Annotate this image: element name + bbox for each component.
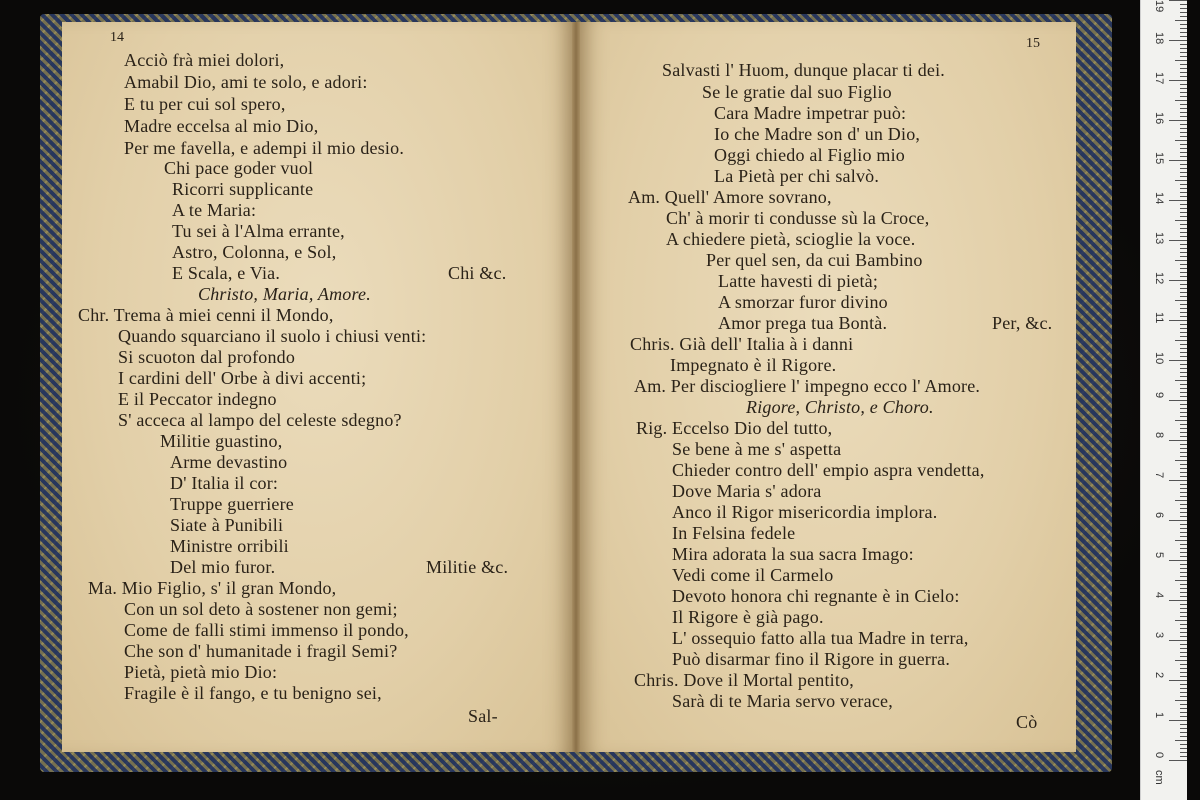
ruler-tick (1169, 0, 1187, 1)
ruler-tick (1180, 388, 1187, 389)
ruler-number: 5 (1153, 552, 1165, 559)
ruler-tick (1180, 724, 1187, 725)
ruler-tick (1180, 732, 1187, 733)
ruler-tick (1180, 288, 1187, 289)
ruler-tick (1180, 472, 1187, 473)
text-line: Amabil Dio, ami te solo, e adori: (124, 72, 368, 92)
text-line: Pietà, pietà mio Dio: (124, 662, 278, 682)
text-line: Come de falli stimi immenso il pondo, (124, 620, 409, 640)
ruler-tick (1180, 696, 1187, 697)
ruler-tick (1169, 280, 1187, 281)
text-line: A chiedere pietà, scioglie la voce. (666, 229, 916, 249)
ruler-tick (1180, 424, 1187, 425)
refrain-mark: Chi &c. (448, 263, 507, 283)
text-line: Chr. Trema à miei cenni il Mondo, (78, 305, 334, 325)
ruler-tick (1180, 668, 1187, 669)
ruler-tick (1180, 448, 1187, 449)
ruler-number: 12 (1153, 272, 1165, 285)
ruler-number: 6 (1153, 512, 1165, 519)
ruler-tick (1180, 224, 1187, 225)
ruler-tick (1169, 200, 1187, 201)
text-line: Se le gratie dal suo Figlio (702, 82, 892, 102)
ruler-tick (1180, 316, 1187, 317)
speaker-heading: Rigore, Christo, e Choro. (746, 397, 934, 417)
ruler-tick (1180, 684, 1187, 685)
ruler-tick (1180, 72, 1187, 73)
text-line: Salvasti l' Huom, dunque placar ti dei. (662, 60, 945, 80)
ruler-tick (1175, 740, 1187, 741)
text-line: Anco il Rigor misericordia implora. (672, 502, 938, 522)
ruler-tick (1180, 748, 1187, 749)
text-line: Latte havesti di pietà; (718, 271, 879, 291)
ruler-tick (1180, 604, 1187, 605)
refrain-mark: Per, &c. (992, 313, 1053, 333)
ruler-tick (1180, 404, 1187, 405)
ruler-tick (1180, 228, 1187, 229)
ruler-tick (1180, 572, 1187, 573)
text-line: Mira adorata la sua sacra Imago: (672, 544, 914, 564)
ruler-number: 14 (1153, 192, 1165, 205)
ruler-tick (1180, 632, 1187, 633)
text-line: I cardini dell' Orbe à divi accenti; (118, 368, 367, 388)
text-line: E tu per cui sol spero, (124, 94, 286, 114)
ruler-number: 9 (1153, 392, 1165, 399)
text-line: Sarà di te Maria servo verace, (672, 691, 893, 711)
text-line: Ma. Mio Figlio, s' il gran Mondo, (88, 578, 337, 598)
text-line: Con un sol deto à sostener non gemi; (124, 599, 398, 619)
ruler-tick (1180, 248, 1187, 249)
ruler-tick (1180, 468, 1187, 469)
ruler-tick (1180, 292, 1187, 293)
ruler-tick (1180, 244, 1187, 245)
ruler-tick (1180, 688, 1187, 689)
ruler-tick (1180, 556, 1187, 557)
ruler-tick (1180, 612, 1187, 613)
ruler-number: 1 (1153, 712, 1165, 719)
ruler-tick (1180, 304, 1187, 305)
ruler-tick (1180, 728, 1187, 729)
ruler-tick (1180, 508, 1187, 509)
text-line: Può disarmar fino il Rigore in guerra. (672, 649, 951, 669)
ruler-tick (1180, 592, 1187, 593)
ruler-tick (1175, 180, 1187, 181)
ruler-tick (1180, 8, 1187, 9)
ruler-number: 11 (1153, 312, 1165, 324)
ruler-tick (1180, 568, 1187, 569)
ruler-tick (1175, 140, 1187, 141)
measuring-ruler (1140, 0, 1187, 800)
ruler-tick (1180, 324, 1187, 325)
ruler-tick (1180, 584, 1187, 585)
ruler-tick (1180, 564, 1187, 565)
text-line: Dove Maria s' adora (672, 481, 822, 501)
catchword: Cò (1016, 712, 1038, 732)
ruler-tick (1169, 320, 1187, 321)
ruler-tick (1180, 412, 1187, 413)
ruler-tick (1175, 300, 1187, 301)
ruler-tick (1180, 308, 1187, 309)
ruler-tick (1180, 548, 1187, 549)
ruler-tick (1180, 88, 1187, 89)
text-line: Oggi chiedo al Figlio mio (714, 145, 905, 165)
ruler-tick (1169, 560, 1187, 561)
ruler-tick (1180, 516, 1187, 517)
left-page (62, 22, 572, 752)
ruler-tick (1169, 240, 1187, 241)
text-line: Ch' à morir ti condusse sù la Croce, (666, 208, 930, 228)
ruler-tick (1169, 400, 1187, 401)
ruler-tick (1180, 44, 1187, 45)
text-line: Ricorri supplicante (172, 179, 314, 199)
ruler-tick (1180, 544, 1187, 545)
ruler-tick (1180, 344, 1187, 345)
ruler-tick (1180, 276, 1187, 277)
ruler-tick (1180, 664, 1187, 665)
speaker-heading: Christo, Maria, Amore. (198, 284, 371, 304)
ruler-tick (1180, 524, 1187, 525)
text-line: Ministre orribili (170, 536, 289, 556)
ruler-tick (1180, 336, 1187, 337)
ruler-tick (1175, 20, 1187, 21)
ruler-tick (1180, 656, 1187, 657)
ruler-tick (1180, 616, 1187, 617)
text-line: Vedi come il Carmelo (672, 565, 834, 585)
ruler-tick (1180, 676, 1187, 677)
ruler-tick (1180, 376, 1187, 377)
ruler-tick (1180, 672, 1187, 673)
ruler-tick (1180, 536, 1187, 537)
text-line: Fragile è il fango, e tu benigno sei, (124, 683, 382, 703)
text-line: Madre eccelsa al mio Dio, (124, 116, 319, 136)
ruler-tick (1169, 160, 1187, 161)
ruler-tick (1169, 720, 1187, 721)
ruler-tick (1180, 176, 1187, 177)
text-line: Am. Quell' Amore sovrano, (628, 187, 832, 207)
ruler-tick (1180, 284, 1187, 285)
ruler-tick (1180, 112, 1187, 113)
text-line: Che son d' humanitade i fragil Semi? (124, 641, 398, 661)
text-line: S' acceca al lampo del celeste sdegno? (118, 410, 402, 430)
ruler-tick (1180, 452, 1187, 453)
text-line: Quando squarciano il suolo i chiusi venti: (118, 326, 427, 346)
ruler-number: 2 (1153, 672, 1165, 679)
ruler-tick (1180, 648, 1187, 649)
ruler-tick (1169, 440, 1187, 441)
ruler-tick (1180, 152, 1187, 153)
ruler-tick (1180, 484, 1187, 485)
ruler-number: 4 (1153, 592, 1165, 599)
text-line: Amor prega tua Bontà. (718, 313, 888, 333)
text-line: Arme devastino (170, 452, 288, 472)
text-line: Chris. Già dell' Italia à i danni (630, 334, 854, 354)
ruler-tick (1180, 172, 1187, 173)
ruler-tick (1175, 380, 1187, 381)
ruler-tick (1180, 136, 1187, 137)
ruler-tick (1180, 132, 1187, 133)
ruler-tick (1180, 232, 1187, 233)
ruler-tick (1180, 348, 1187, 349)
ruler-tick (1180, 84, 1187, 85)
ruler-tick (1180, 252, 1187, 253)
ruler-tick (1180, 236, 1187, 237)
ruler-number: 7 (1153, 472, 1165, 479)
ruler-tick (1180, 168, 1187, 169)
ruler-number: 10 (1153, 352, 1165, 365)
text-line: Se bene à me s' aspetta (672, 439, 842, 459)
text-line: Militie guastino, (160, 431, 283, 451)
ruler-tick (1180, 272, 1187, 273)
text-line: L' ossequio fatto alla tua Madre in terra, (672, 628, 969, 648)
ruler-tick (1180, 216, 1187, 217)
text-line: Io che Madre son d' un Dio, (714, 124, 921, 144)
ruler-tick (1180, 76, 1187, 77)
ruler-tick (1180, 28, 1187, 29)
ruler-tick (1180, 628, 1187, 629)
ruler-tick (1175, 500, 1187, 501)
ruler-tick (1180, 312, 1187, 313)
ruler-tick (1175, 60, 1187, 61)
ruler-tick (1180, 596, 1187, 597)
ruler-tick (1175, 100, 1187, 101)
text-line: Tu sei à l'Alma errante, (172, 221, 345, 241)
ruler-tick (1180, 68, 1187, 69)
ruler-tick (1169, 520, 1187, 521)
text-line: La Pietà per chi salvò. (714, 166, 880, 186)
ruler-tick (1180, 652, 1187, 653)
ruler-tick (1180, 476, 1187, 477)
ruler-tick (1169, 600, 1187, 601)
ruler-tick (1180, 436, 1187, 437)
ruler-tick (1175, 460, 1187, 461)
ruler-tick (1169, 360, 1187, 361)
ruler-tick (1180, 368, 1187, 369)
ruler-tick (1175, 220, 1187, 221)
ruler-tick (1180, 588, 1187, 589)
ruler-tick (1175, 620, 1187, 621)
ruler-tick (1169, 40, 1187, 41)
ruler-tick (1180, 428, 1187, 429)
ruler-number: 8 (1153, 432, 1165, 439)
text-line: Chieder contro dell' empio aspra vendetta, (672, 460, 985, 480)
text-line: E Scala, e Via. (172, 263, 281, 283)
text-line: Del mio furor. (170, 557, 276, 577)
text-line: Truppe guerriere (170, 494, 294, 514)
ruler-tick (1180, 492, 1187, 493)
ruler-tick (1180, 96, 1187, 97)
ruler-tick (1180, 16, 1187, 17)
ruler-tick (1180, 4, 1187, 5)
text-line: Siate à Punibili (170, 515, 284, 535)
right-page (580, 22, 1076, 752)
ruler-tick (1180, 104, 1187, 105)
ruler-tick (1180, 364, 1187, 365)
ruler-number: 18 (1153, 32, 1165, 45)
ruler-tick (1180, 128, 1187, 129)
ruler-tick (1180, 528, 1187, 529)
ruler-tick (1180, 496, 1187, 497)
ruler-tick (1169, 760, 1187, 761)
text-line: Acciò frà miei dolori, (124, 50, 285, 70)
ruler-tick (1180, 52, 1187, 53)
ruler-tick (1180, 204, 1187, 205)
ruler-tick (1180, 736, 1187, 737)
text-line: A smorzar furor divino (718, 292, 888, 312)
ruler-tick (1169, 680, 1187, 681)
ruler-tick (1180, 144, 1187, 145)
text-line: Am. Per disciogliere l' impegno ecco l' Amore. (634, 376, 981, 396)
ruler-number: 19 (1153, 0, 1165, 13)
ruler-tick (1180, 408, 1187, 409)
ruler-tick (1180, 24, 1187, 25)
text-line: Il Rigore è già pago. (672, 607, 824, 627)
ruler-tick (1180, 532, 1187, 533)
text-line: Devoto honora chi regnante è in Cielo: (672, 586, 960, 606)
ruler-tick (1180, 396, 1187, 397)
ruler-tick (1175, 260, 1187, 261)
ruler-tick (1180, 64, 1187, 65)
ruler-tick (1180, 712, 1187, 713)
ruler-tick (1180, 752, 1187, 753)
refrain-mark: Militie &c. (426, 557, 509, 577)
ruler-tick (1169, 640, 1187, 641)
text-line: Rig. Eccelso Dio del tutto, (636, 418, 833, 438)
ruler-tick (1180, 432, 1187, 433)
ruler-tick (1175, 580, 1187, 581)
ruler-tick (1180, 608, 1187, 609)
ruler-tick (1175, 340, 1187, 341)
ruler-tick (1180, 744, 1187, 745)
ruler-tick (1180, 456, 1187, 457)
ruler-tick (1180, 644, 1187, 645)
ruler-tick (1169, 80, 1187, 81)
ruler-tick (1180, 488, 1187, 489)
ruler-unit: cm (1153, 770, 1165, 785)
ruler-tick (1180, 704, 1187, 705)
ruler-tick (1180, 56, 1187, 57)
ruler-tick (1169, 480, 1187, 481)
page-number: 15 (1026, 36, 1040, 51)
text-line: E il Peccator indegno (118, 389, 277, 409)
ruler-tick (1180, 332, 1187, 333)
ruler-tick (1175, 540, 1187, 541)
ruler-tick (1180, 352, 1187, 353)
text-line: Si scuoton dal profondo (118, 347, 296, 367)
ruler-tick (1180, 92, 1187, 93)
ruler-number: 17 (1153, 72, 1165, 85)
ruler-tick (1175, 420, 1187, 421)
ruler-tick (1180, 392, 1187, 393)
ruler-tick (1180, 264, 1187, 265)
text-line: Impegnato è il Rigore. (670, 355, 837, 375)
ruler-tick (1180, 384, 1187, 385)
text-line: Per quel sen, da cui Bambino (706, 250, 923, 270)
ruler-tick (1180, 164, 1187, 165)
ruler-tick (1180, 504, 1187, 505)
ruler-tick (1180, 256, 1187, 257)
ruler-tick (1180, 32, 1187, 33)
ruler-tick (1180, 416, 1187, 417)
page-number: 14 (110, 30, 124, 45)
text-line: A te Maria: (172, 200, 257, 220)
ruler-tick (1180, 184, 1187, 185)
ruler-tick (1180, 108, 1187, 109)
ruler-tick (1180, 188, 1187, 189)
ruler-tick (1180, 36, 1187, 37)
ruler-tick (1180, 552, 1187, 553)
text-line: In Felsina fedele (672, 523, 796, 543)
ruler-tick (1180, 356, 1187, 357)
ruler-tick (1180, 444, 1187, 445)
ruler-tick (1175, 660, 1187, 661)
ruler-tick (1180, 116, 1187, 117)
ruler-tick (1180, 156, 1187, 157)
ruler-tick (1180, 692, 1187, 693)
ruler-number: 15 (1153, 152, 1165, 165)
text-line: Cara Madre impetrar può: (714, 103, 907, 123)
ruler-number: 16 (1153, 112, 1165, 125)
ruler-number: 13 (1153, 232, 1165, 245)
ruler-tick (1180, 208, 1187, 209)
ruler-tick (1180, 48, 1187, 49)
ruler-tick (1180, 12, 1187, 13)
text-line: Chris. Dove il Mortal pentito, (634, 670, 854, 690)
ruler-tick (1180, 148, 1187, 149)
ruler-tick (1180, 212, 1187, 213)
ruler-tick (1180, 708, 1187, 709)
text-line: D' Italia il cor: (170, 473, 279, 493)
ruler-tick (1180, 192, 1187, 193)
catchword: Sal- (468, 706, 498, 726)
ruler-tick (1180, 576, 1187, 577)
ruler-tick (1180, 636, 1187, 637)
ruler-tick (1180, 716, 1187, 717)
ruler-tick (1180, 512, 1187, 513)
text-line: Per me favella, e adempi il mio desio. (124, 138, 405, 158)
ruler-tick (1180, 328, 1187, 329)
ruler-tick (1169, 120, 1187, 121)
ruler-tick (1175, 700, 1187, 701)
ruler-tick (1180, 296, 1187, 297)
ruler-tick (1180, 196, 1187, 197)
ruler-tick (1180, 464, 1187, 465)
ruler-tick (1180, 372, 1187, 373)
ruler-tick (1180, 756, 1187, 757)
ruler-tick (1180, 624, 1187, 625)
ruler-number: 0 (1153, 752, 1165, 759)
ruler-number: 3 (1153, 632, 1165, 639)
text-line: Chi pace goder vuol (164, 158, 314, 178)
ruler-tick (1180, 268, 1187, 269)
ruler-tick (1180, 124, 1187, 125)
text-line: Astro, Colonna, e Sol, (172, 242, 337, 262)
